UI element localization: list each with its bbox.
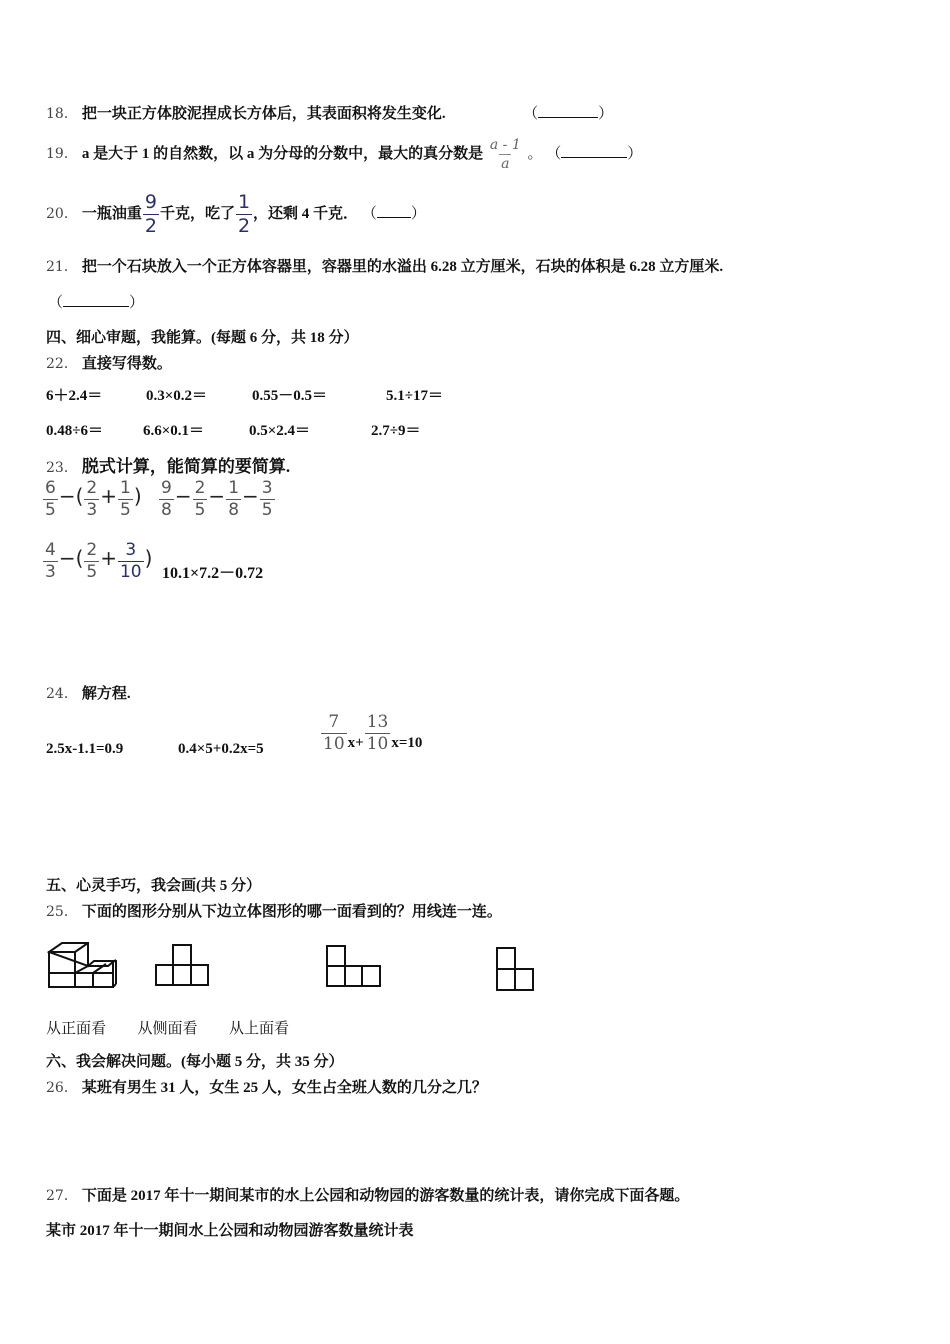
question-text: 一瓶油重 — [81, 205, 142, 222]
question-25 — [46, 900, 502, 921]
question-number: 19． — [46, 145, 78, 162]
question-text: 直接写得数。 — [81, 356, 172, 372]
equation-1: 2.5x-1.1=0.9 — [46, 741, 124, 757]
paren-close: ） — [627, 145, 643, 162]
question-text: 把一个石块放入一个正方体容器里，容器里的水溢出 6.28 立方厘米，石块的体积是 6.28 立方厘米. — [81, 259, 724, 275]
question-text: 把一块正方体胶泥捏成长方体后，其表面积将发生变化. — [81, 106, 446, 122]
equation-3: $\frac{7}{10}$ x+ $\frac{13}{10}$ x=10 — [323, 712, 423, 754]
question-18 — [46, 102, 613, 123]
question-number: 21． — [46, 259, 78, 275]
question-text: 千克，吃了 — [159, 205, 235, 222]
question-27 — [46, 1184, 689, 1205]
question-number: 23． — [46, 460, 78, 476]
period: 。 — [527, 145, 543, 162]
question-number: 27． — [46, 1188, 78, 1204]
section-5-title: 五、心灵手巧，我会画(共 5 分） — [46, 878, 261, 894]
answer-blank[interactable] — [561, 145, 627, 158]
label-top-view: 从上面看 — [229, 1021, 290, 1037]
paren-close: ） — [129, 295, 145, 311]
answer-blank[interactable] — [63, 294, 129, 307]
answer-blank[interactable] — [377, 205, 411, 218]
paren-open: （ — [523, 106, 539, 122]
expression-3: $\frac{4}{3}$ −( $\frac{2}{5}$ + $\frac{3}{10}$ ) — [45, 540, 153, 582]
calc-item: 0.55－0.5＝ — [252, 388, 328, 404]
paren-open: （ — [48, 295, 64, 311]
question-text: 下面是 2017 年十一期间某市的水上公园和动物园的游客数量的统计表，请你完成下面各题。 — [81, 1188, 690, 1204]
view-shape-t — [154, 942, 212, 988]
question-text: 某班有男生 31 人，女生 25 人，女生占全班人数的几分之几？ — [81, 1080, 487, 1096]
fraction: $\frac{a - 1}{a}$ — [489, 137, 521, 172]
label-front-view: 从正面看 — [46, 1021, 107, 1037]
section-4-title: 四、细心审题，我能算。(每题 6 分，共 18 分） — [46, 330, 359, 346]
paren-open: （ — [546, 145, 562, 162]
question-text: 脱式计算，能简算的要简算. — [81, 457, 291, 476]
view-shape-small-l — [495, 946, 537, 994]
question-24 — [46, 682, 131, 703]
calc-item: 0.48÷6＝ — [46, 423, 103, 439]
paren-close: ） — [598, 106, 614, 122]
section-6-title: 六、我会解决问题。(每小题 5 分，共 35 分） — [46, 1054, 344, 1070]
question-21-answer — [48, 291, 144, 312]
equation-2: 0.4×5+0.2x=5 — [178, 741, 264, 757]
question-22 — [46, 352, 172, 373]
expression-1: $\frac{6}{5}$ −( $\frac{2}{3}$ + $\frac{1}{5}$ ) — [45, 478, 142, 520]
question-number: 18． — [46, 106, 78, 122]
question-text: 下面的图形分别从下边立体图形的哪一面看到的？用线连一连。 — [81, 904, 502, 920]
calc-item: 2.7÷9＝ — [371, 423, 421, 439]
question-text: a 是大于 1 的自然数，以 a 为分母的分数中，最大的真分数是 — [81, 145, 484, 162]
paren-close: ） — [410, 205, 426, 222]
calc-item: 6.6×0.1＝ — [143, 423, 205, 439]
question-20 — [46, 193, 426, 236]
question-number: 25． — [46, 904, 78, 920]
table-title: 某市 2017 年十一期间水上公园和动物园游客数量统计表 — [46, 1223, 414, 1239]
view-shape-l — [325, 944, 383, 990]
paren-open: （ — [361, 205, 377, 222]
calc-item: 0.5×2.4＝ — [249, 423, 311, 439]
calc-item: 0.3×0.2＝ — [146, 388, 208, 404]
question-number: 26． — [46, 1080, 78, 1096]
label-side-view: 从侧面看 — [137, 1021, 198, 1037]
question-21 — [46, 255, 723, 276]
view-labels — [46, 1017, 289, 1038]
answer-blank[interactable] — [538, 105, 598, 118]
question-text: 解方程. — [81, 686, 131, 702]
cube-solid-figure — [46, 938, 120, 990]
question-23 — [46, 452, 290, 477]
expression-2: $\frac{9}{8}$ − $\frac{2}{5}$ − $\frac{1}{8}$ − $\frac{3}{5}$ — [161, 478, 273, 520]
question-text: ，还剩 4 千克． — [253, 205, 359, 222]
calc-item: 6＋2.4＝ — [46, 388, 103, 404]
fraction: $\frac{9}{2}$ — [144, 191, 157, 237]
question-26 — [46, 1076, 487, 1097]
fraction: $\frac{1}{2}$ — [237, 191, 251, 237]
question-number: 20． — [46, 205, 78, 222]
question-number: 24． — [46, 686, 78, 702]
question-number: 22． — [46, 356, 78, 372]
question-19 — [46, 138, 642, 171]
calc-item: 5.1÷17＝ — [386, 388, 443, 404]
expression-4: 10.1×7.2－0.72 — [162, 565, 264, 582]
